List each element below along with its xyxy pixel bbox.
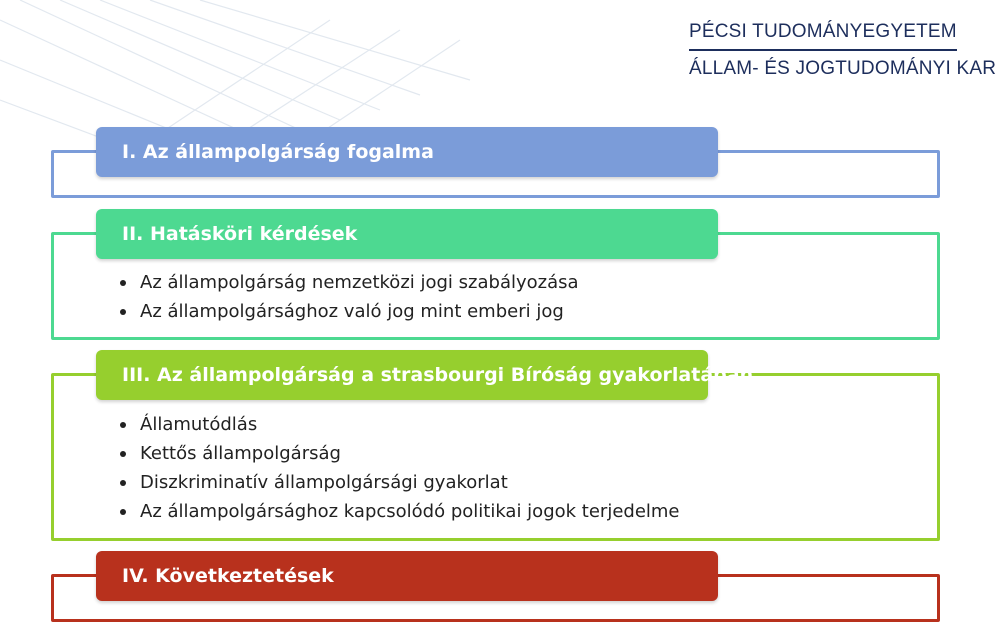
section-4-header bbox=[96, 551, 718, 601]
logo-line-faculty: ÁLLAM- ÉS JOGTUDOMÁNYI KAR bbox=[689, 58, 996, 79]
university-logo bbox=[689, 20, 996, 81]
bullet-icon bbox=[120, 422, 126, 428]
list-item: Az állampolgársághoz való jog mint emberi jog bbox=[118, 297, 579, 326]
section-2-list bbox=[118, 268, 579, 326]
logo-divider bbox=[689, 49, 957, 51]
section-3-header bbox=[96, 350, 754, 400]
list-item: Diszkriminatív állampolgársági gyakorlat bbox=[118, 468, 680, 497]
section-1-title: I. Az állampolgárság fogalma bbox=[122, 141, 434, 163]
list-item: Kettős állampolgárság bbox=[118, 439, 680, 468]
section-2-title: II. Hatásköri kérdések bbox=[122, 223, 358, 245]
section-4-title: IV. Következtetések bbox=[122, 565, 334, 587]
bullet-icon bbox=[120, 309, 126, 315]
list-item: Államutódlás bbox=[118, 410, 680, 439]
list-item: Az állampolgárság nemzetközi jogi szabályozása bbox=[118, 268, 579, 297]
bullet-icon bbox=[120, 451, 126, 457]
list-item: Az állampolgársághoz kapcsolódó politikai jogok terjedelme bbox=[118, 497, 680, 526]
bullet-icon bbox=[120, 509, 126, 515]
section-3-list bbox=[118, 410, 680, 526]
bullet-icon bbox=[120, 280, 126, 286]
logo-line-university: PÉCSI TUDOMÁNYEGYETEM bbox=[689, 21, 957, 42]
section-2-header bbox=[96, 209, 718, 259]
section-3-title: III. Az állampolgárság a strasbourgi Bíróság gyakorlatában bbox=[122, 364, 754, 386]
section-1-header bbox=[96, 127, 718, 177]
bullet-icon bbox=[120, 480, 126, 486]
